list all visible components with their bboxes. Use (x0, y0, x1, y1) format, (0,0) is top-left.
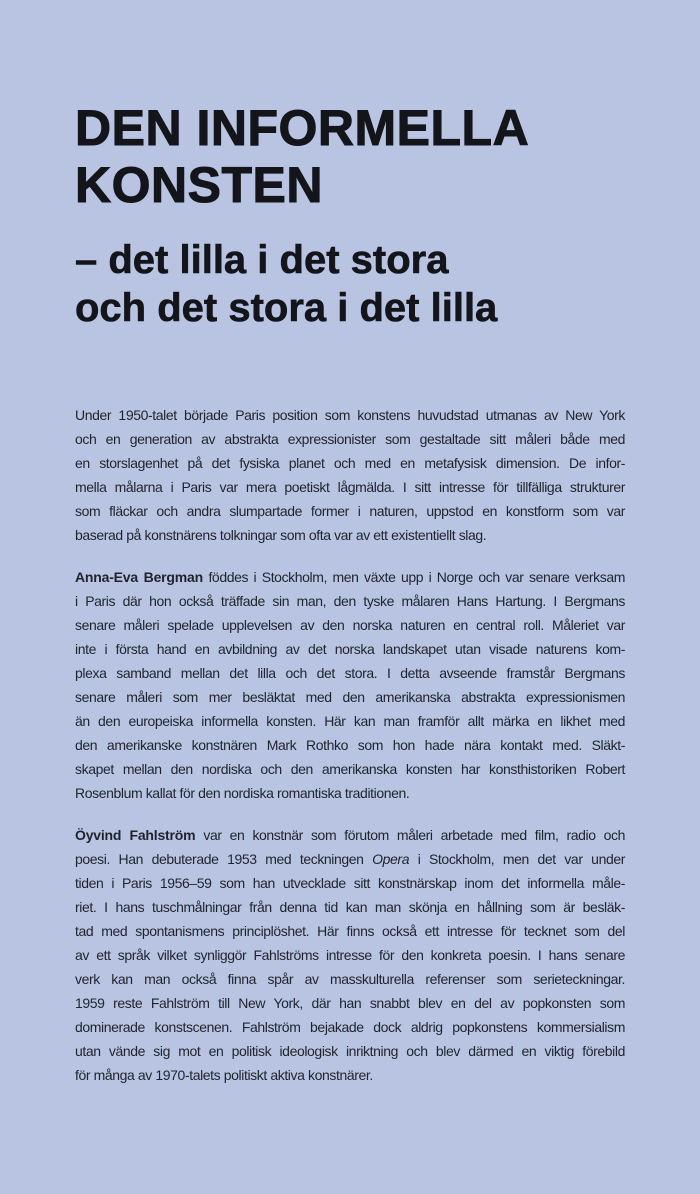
subtitle-line-2: och det stora i det lilla (75, 286, 498, 330)
article-subtitle (75, 236, 625, 332)
text-line: för många av 1970-talets politiskt aktiva konstnärer. (75, 1067, 373, 1083)
text-line: och en generation av abstrakta expressionister som gestaltade sitt måleri både med (75, 431, 625, 447)
text-line: av ett språk vilket synliggör Fahlströms intresse för den konkreta poesin. I hans senare (75, 947, 625, 963)
paragraph (75, 403, 625, 547)
title-line-2: KONSTEN (75, 157, 323, 213)
article-title (75, 100, 625, 214)
text-line: än den europeiska informella konsten. Här kan man framför allt märka en likhet med (75, 713, 625, 729)
text-line: Öyvind Fahlström var en konstnär som förutom måleri arbetade med film, radio och (75, 827, 625, 843)
text-line: tad med spontanismens principlöshet. Här finns också ett intresse för tecknet som del (75, 923, 625, 939)
text-line: som fläckar och andra slumpartade former i naturen, uppstod en konstform som var (75, 503, 625, 519)
text-line: senare måleri spelade upplevelsen av den norska naturen en central roll. Måleriet var (75, 617, 625, 633)
article-body (75, 403, 625, 1087)
text-line: inte i första hand en avbildning av det norska landskapet utan visade naturens kom- (75, 641, 625, 657)
paragraph (75, 565, 625, 805)
text-line: mella målarna i Paris var mera poetiskt lågmälda. I sitt intresse för tillfälliga strukturer (75, 479, 625, 495)
text-line: skapet mellan den nordiska och den amerikanska konsten har konsthistoriken Robert (75, 761, 625, 777)
title-line-1: DEN INFORMELLA (75, 100, 530, 156)
text-line: verk kan man också finna spår av masskulturella referenser som serieteckningar. (75, 971, 625, 987)
text-line: Under 1950-talet började Paris position som konstens huvudstad utmanas av New York (75, 407, 625, 423)
text-line: tiden i Paris 1956–59 som han utvecklade sitt konstnärskap inom det informella måle- (75, 875, 625, 891)
text-line: riet. I hans tuschmålningar från denna tid kan man skönja en hållning som är besläk- (75, 899, 625, 915)
text-line: baserad på konstnärens tolkningar som ofta var av ett existentiellt slag. (75, 527, 487, 543)
text-line: poesi. Han debuterade 1953 med teckningen Opera i Stockholm, men det var under (75, 851, 625, 867)
text-line: Anna-Eva Bergman föddes i Stockholm, men växte upp i Norge och var senare verksam (75, 569, 625, 585)
text-line: dominerade konstscenen. Fahlström bejakade dock aldrig popkonstens kommersialism (75, 1019, 625, 1035)
text-line: 1959 reste Fahlström till New York, där han snabbt blev en del av popkonsten som (75, 995, 625, 1011)
text-line: Rosenblum kallat för den nordiska romantiska traditionen. (75, 785, 410, 801)
text-line: den amerikanske konstnären Mark Rothko som hon hade nära kontakt med. Släkt- (75, 737, 625, 753)
text-line: senare måleri som mer besläktat med den amerikanska abstrakta expressionismen (75, 689, 625, 705)
text-line: plexa samband mellan det lilla och det stora. I detta avseende framstår Bergmans (75, 665, 625, 681)
text-line: utan vände sig mot en politisk ideologisk inriktning och blev därmed en viktig förebild (75, 1043, 625, 1059)
subtitle-line-1: – det lilla i det stora (75, 238, 449, 282)
text-line: en storslagenhet på det fysiska planet och med en metafysisk dimension. De infor- (75, 455, 625, 471)
page-content (75, 0, 625, 1087)
text-line: i Paris där hon också träffade sin man, den tyske målaren Hans Hartung. I Bergmans (75, 593, 625, 609)
paragraph (75, 823, 625, 1087)
